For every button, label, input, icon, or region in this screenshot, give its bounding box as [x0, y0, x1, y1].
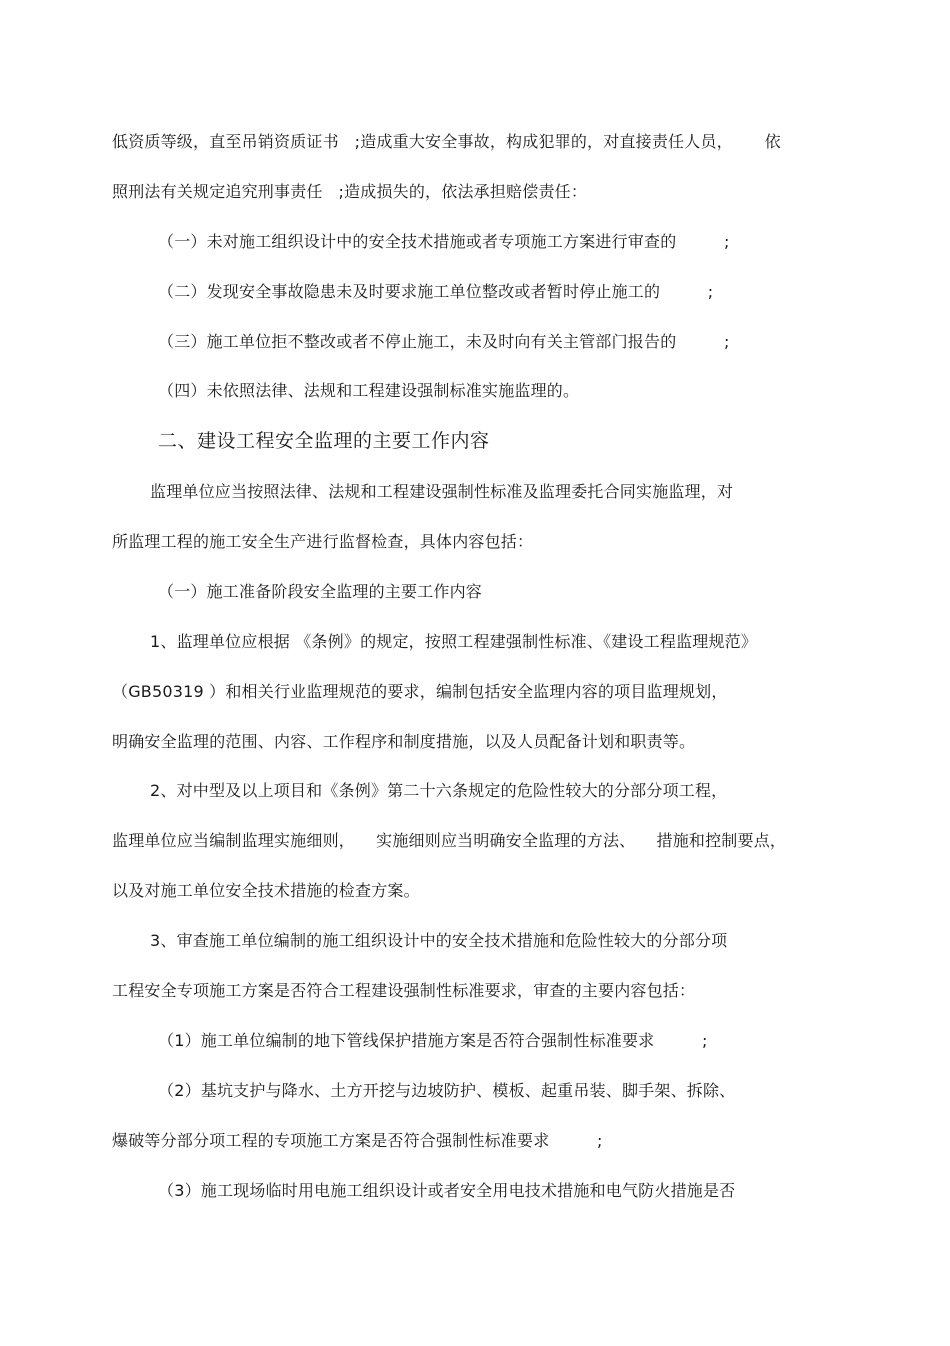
- list-item-6: （2）基坑支护与降水、土方开挖与边坡防护、模板、起重吊装、脚手架、拆除、: [158, 1081, 736, 1100]
- list-item-3: （三）施工单位拒不整改或者不停止施工，未及时向有关主管部门报告的 ;: [158, 332, 730, 351]
- list-item-4: （四）未依照法律、法规和工程建设强制标准实施监理的。: [158, 381, 580, 400]
- paragraph-line-8: 2、对中型及以上项目和《条例》第二十六条规定的危险性较大的分部分项工程，: [150, 781, 728, 800]
- paragraph-line-7: 明确安全监理的范围、内容、工作程序和制度措施，以及人员配备计划和职责等。: [112, 732, 696, 751]
- subsection-heading: （一）施工准备阶段安全监理的主要工作内容: [158, 582, 483, 601]
- paragraph-line-1: 低资质等级，直至吊销资质证书 ;造成重大安全事故，构成犯罪的，对直接责任人员， 依: [112, 132, 781, 151]
- paragraph-line-13: 爆破等分部分项工程的专项施工方案是否符合强制性标准要求 ;: [112, 1131, 603, 1150]
- list-item-1: （一）未对施工组织设计中的安全技术措施或者专项施工方案进行审查的 ;: [158, 232, 730, 251]
- paragraph-line-3: 监理单位应当按照法律、法规和工程建设强制性标准及监理委托合同实施监理，对: [150, 482, 734, 501]
- paragraph-line-6: （GB50319 ）和相关行业监理规范的要求，编制包括安全监理内容的项目监理规划，: [112, 682, 728, 701]
- paragraph-line-10: 以及对施工单位安全技术措施的检查方案。: [112, 881, 420, 900]
- paragraph-line-11: 3、审查施工单位编制的施工组织设计中的安全技术措施和危险性较大的分部分项: [150, 931, 728, 950]
- paragraph-line-12: 工程安全专项施工方案是否符合工程建设强制性标准要求，审查的主要内容包括：: [112, 981, 696, 1000]
- paragraph-line-5: 1、监理单位应根据 《条例》的规定，按照工程建强制性标准、《建设工程监理规范》: [150, 632, 758, 651]
- paragraph-line-2: 照刑法有关规定追究刑事责任 ;造成损失的，依法承担赔偿责任：: [112, 182, 588, 201]
- paragraph-line-9: 监理单位应当编制监理实施细则， 实施细则应当明确安全监理的方法、 措施和控制要点，: [112, 831, 787, 850]
- list-item-7: （3）施工现场临时用电施工组织设计或者安全用电技术措施和电气防火措施是否: [158, 1181, 736, 1200]
- section-heading: 二、建设工程安全监理的主要工作内容: [158, 430, 490, 452]
- list-item-2: （二）发现安全事故隐患未及时要求施工单位整改或者暂时停止施工的 ;: [158, 282, 714, 301]
- paragraph-line-4: 所监理工程的施工安全生产进行监督检查，具体内容包括：: [112, 532, 534, 551]
- list-item-5: （1）施工单位编制的地下管线保护措施方案是否符合强制性标准要求 ;: [158, 1031, 708, 1050]
